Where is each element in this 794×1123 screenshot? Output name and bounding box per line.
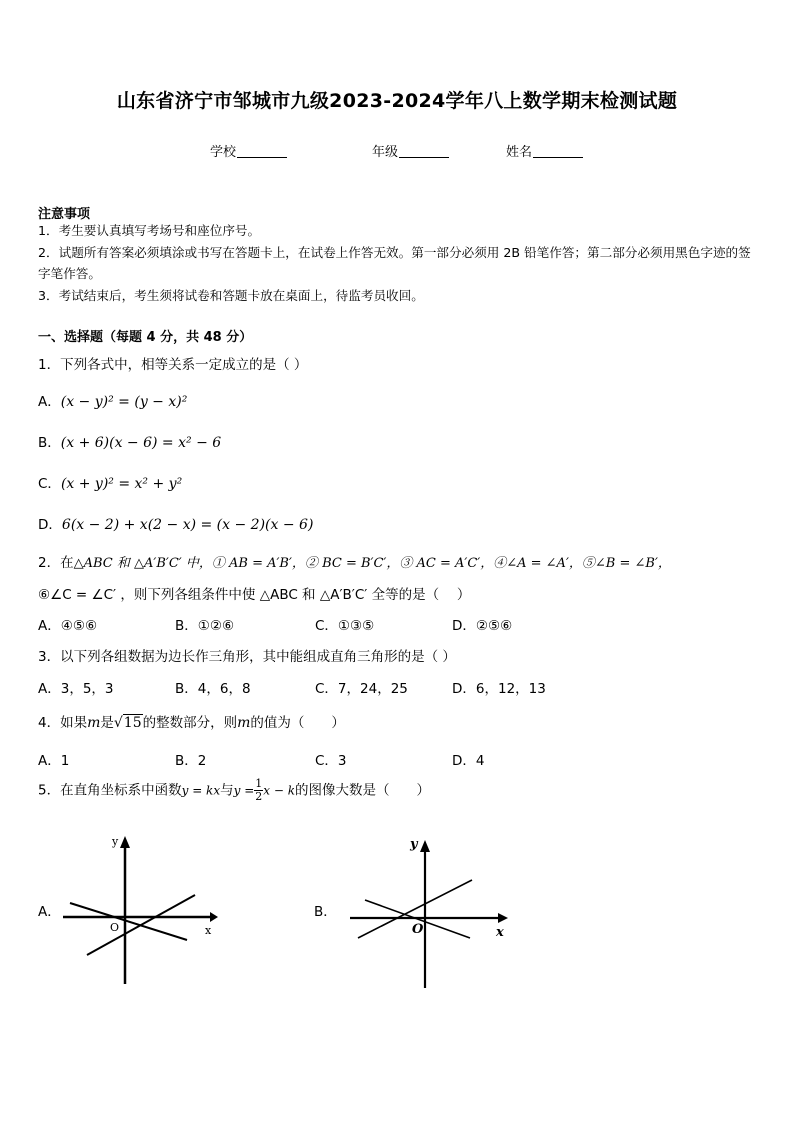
note-item: 1．考生要认真填写考场号和座位序号。 [38, 223, 261, 238]
question-4-stem: 4．如果m是√15的整数部分，则m的值为（ ） [38, 715, 345, 731]
q1-option-d: D．6(x − 2) + x(2 − x) = (x − 2)(x − 6) [38, 517, 314, 533]
name-blank [533, 145, 583, 158]
q4-option-c: C．3 [315, 753, 347, 769]
q4-option-d: D．4 [452, 753, 485, 769]
q1-option-c: C．(x + y)² = x² + y² [38, 476, 183, 492]
grade-label: 年级 [372, 145, 399, 160]
x-axis-label: x [496, 925, 504, 940]
q4-option-a: A．1 [38, 753, 70, 769]
q5-graph-a [55, 828, 225, 988]
school-field [210, 141, 287, 160]
q5-option-b-label: B． [314, 904, 337, 920]
name-label: 姓名 [506, 145, 533, 160]
x-axis-arrow [210, 912, 218, 922]
name-field [506, 141, 583, 160]
school-blank [237, 145, 287, 158]
x-axis-arrow [498, 913, 508, 923]
q2-option-b: B．①②⑥ [175, 618, 235, 634]
grade-blank [399, 145, 449, 158]
q1-option-a: A．(x − y)² = (y − x)² [38, 394, 188, 410]
x-axis-label: x [205, 924, 212, 937]
question-1-stem: 1．下列各式中，相等关系一定成立的是（ ） [38, 357, 308, 373]
grade-field [372, 141, 449, 160]
fraction-one-half: $\frac{1}{2}$ [255, 777, 263, 803]
y-axis-arrow [420, 840, 430, 852]
notes-heading: 注意事项 [38, 207, 91, 222]
school-label: 学校 [210, 145, 237, 160]
q4-option-b: B．2 [175, 753, 207, 769]
page-title: 山东省济宁市邹城市九级2023-2024学年八上数学期末检测试题 [116, 90, 678, 112]
q5-graph-b [340, 830, 520, 990]
q3-option-b: B．4，6，8 [175, 681, 251, 697]
question-3-stem: 3．以下列各组数据为边长作三角形，其中能组成直角三角形的是（ ） [38, 649, 456, 665]
section-heading: 一、选择题（每题 4 分，共 48 分） [38, 330, 253, 345]
note-item: 3．考试结束后，考生须将试卷和答题卡放在桌面上，待监考员收回。 [38, 288, 424, 303]
question-2-line-2: ⑥∠C = ∠C′ ，则下列各组条件中使 △ABC 和 △A′B′C′ 全等的是（ ） [38, 587, 471, 603]
q2-option-d: D．②⑤⑥ [452, 618, 513, 634]
q1-option-b: B．(x + 6)(x − 6) = x² − 6 [38, 435, 222, 451]
q5-option-a-label: A． [38, 904, 61, 920]
q2-option-c: C．①③⑤ [315, 618, 375, 634]
q3-option-c: C．7，24，25 [315, 681, 408, 697]
y-axis-label: y [112, 835, 119, 848]
origin-label: O [412, 922, 424, 937]
q3-option-d: D．6，12，13 [452, 681, 546, 697]
y-axis-arrow [120, 836, 130, 848]
q3-option-a: A．3，5，3 [38, 681, 114, 697]
note-item: 2．试题所有答案必须填涂或书写在答题卡上，在试卷上作答无效。第一部分必须用 2B 铅笔作答；第二部分必须用黑色字迹的签字笔作答。 [38, 245, 751, 281]
question-2-line-1: 2．在△ABC 和 △A′B′C′ 中，① AB = A′B′，② BC = B′C′，③ AC = A′C′，④∠A = ∠A′，⑤∠B = ∠B′， [38, 555, 671, 571]
y-axis-label: y [410, 837, 418, 852]
origin-label: O [110, 921, 120, 934]
sqrt-radicand: 15 [123, 715, 142, 731]
question-5-stem: 5．在直角坐标系中函数y = kx与y = $\frac{1}{2}$ x − k的图像大数是（ ） [38, 777, 430, 803]
q2-option-a: A．④⑤⑥ [38, 618, 98, 634]
